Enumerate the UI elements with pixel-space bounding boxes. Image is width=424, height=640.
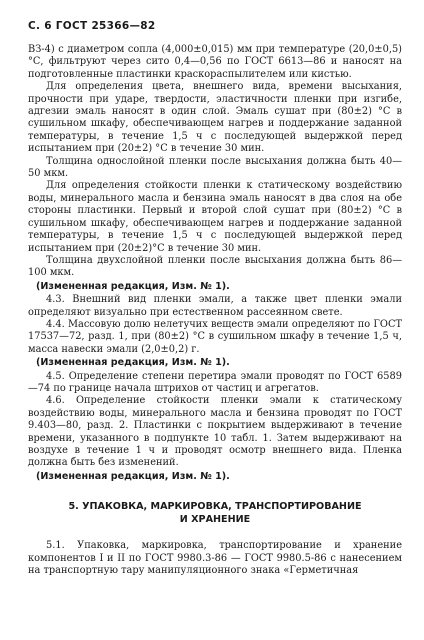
paragraph-3: Толщина однослойной пленки после высыхания должна быть 40—50 мкм. <box>28 155 402 180</box>
amendment-note-2: (Измененная редакция, Изм. № 1). <box>36 357 230 369</box>
paragraph-4-3: 4.3. Внешний вид пленки эмали, а также цвет пленки эмали определяют визуально при естественном рассеянном свете. <box>28 294 402 318</box>
paragraph-5-1: 5.1. Упаковка, маркировка, транспортирование и хранение компонентов I и II по ГОСТ 9980.3-86 — ГОСТ 9980.5-86 с нанесением на транспортную тару манипуляционного знака «Герметичная <box>28 540 402 577</box>
paragraph-5: Толщина двухслойной пленки после высыхания должна быть 86—100 мкм. <box>28 254 402 279</box>
paragraph-4-6: 4.6. Определение стойкости пленки эмали к статическому воздействию воды, минерального масла и бензина проводят по ГОСТ 9.403—80, разд. 2. Пластинки с покрытием выдерживают в течение времени, указанного в подпункте 10 табл. 1. Затем выдерживают на воздухе в течение 1 ч и проводят осмотр внешнего вида. Пленка должна быть без изменений. <box>28 395 402 469</box>
amendment-note-1: (Измененная редакция, Изм. № 1). <box>36 280 230 292</box>
paragraph-2: Для определения цвета, внешнего вида, времени высыхания, прочности при ударе, твердости, эластичности пленки при изгибе, адгезии эмаль наносят в один слой. Эмаль сушат при (80±2) °С в сушильном шкафу, обеспечивающем нагрев и поддержание заданной температуры, в течение 1,5 ч с последующей выдержкой перед испытанием при (20±2) °С в течение 30 мин. <box>28 81 402 155</box>
amendment-note-3: (Измененная редакция, Изм. № 1). <box>36 470 230 482</box>
section-title-line-2: И ХРАНЕНИЕ <box>179 514 251 526</box>
paragraph-4: Для определения стойкости пленки к статическому воздействию воды, минерального масла и бензина эмаль наносят в два слоя на обе стороны пластинки. Первый и второй слой сушат при (80±2) °С в сушильном шкафу, обеспечивающем нагрев и поддержание заданной температуры, в течение 1,5 ч с последующей выдержкой перед испытанием при (20±2)°С в течение 30 мин. <box>28 180 402 254</box>
section-5-title <box>28 500 402 526</box>
section-title-line-1: 5. УПАКОВКА, МАРКИРОВКА, ТРАНСПОРТИРОВАНИЕ <box>68 501 362 513</box>
document-body <box>28 44 402 577</box>
paragraph-4-5: 4.5. Определение степени перетира эмали проводят по ГОСТ 6589—74 по границе начала штрихов от частиц и агрегатов. <box>28 370 402 394</box>
paragraph-4-4: 4.4. Массовую долю нелетучих веществ эмали определяют по ГОСТ 17537—72, разд. 1, при (80±2) °С в сушильном шкафу в течение 1,5 ч, масса навески эмали (2,0±0,2) г. <box>28 318 402 355</box>
paragraph-1: ВЗ-4) с диаметром сопла (4,000±0,015) мм при температуре (20,0±0,5)°С, фильтруют через сито 0,4—0,56 по ГОСТ 6613—86 и наносят на подготовленные пластинки краскораспылителем или кистью. <box>28 44 402 80</box>
page-header: С. 6 ГОСТ 25366—82 <box>28 20 156 32</box>
